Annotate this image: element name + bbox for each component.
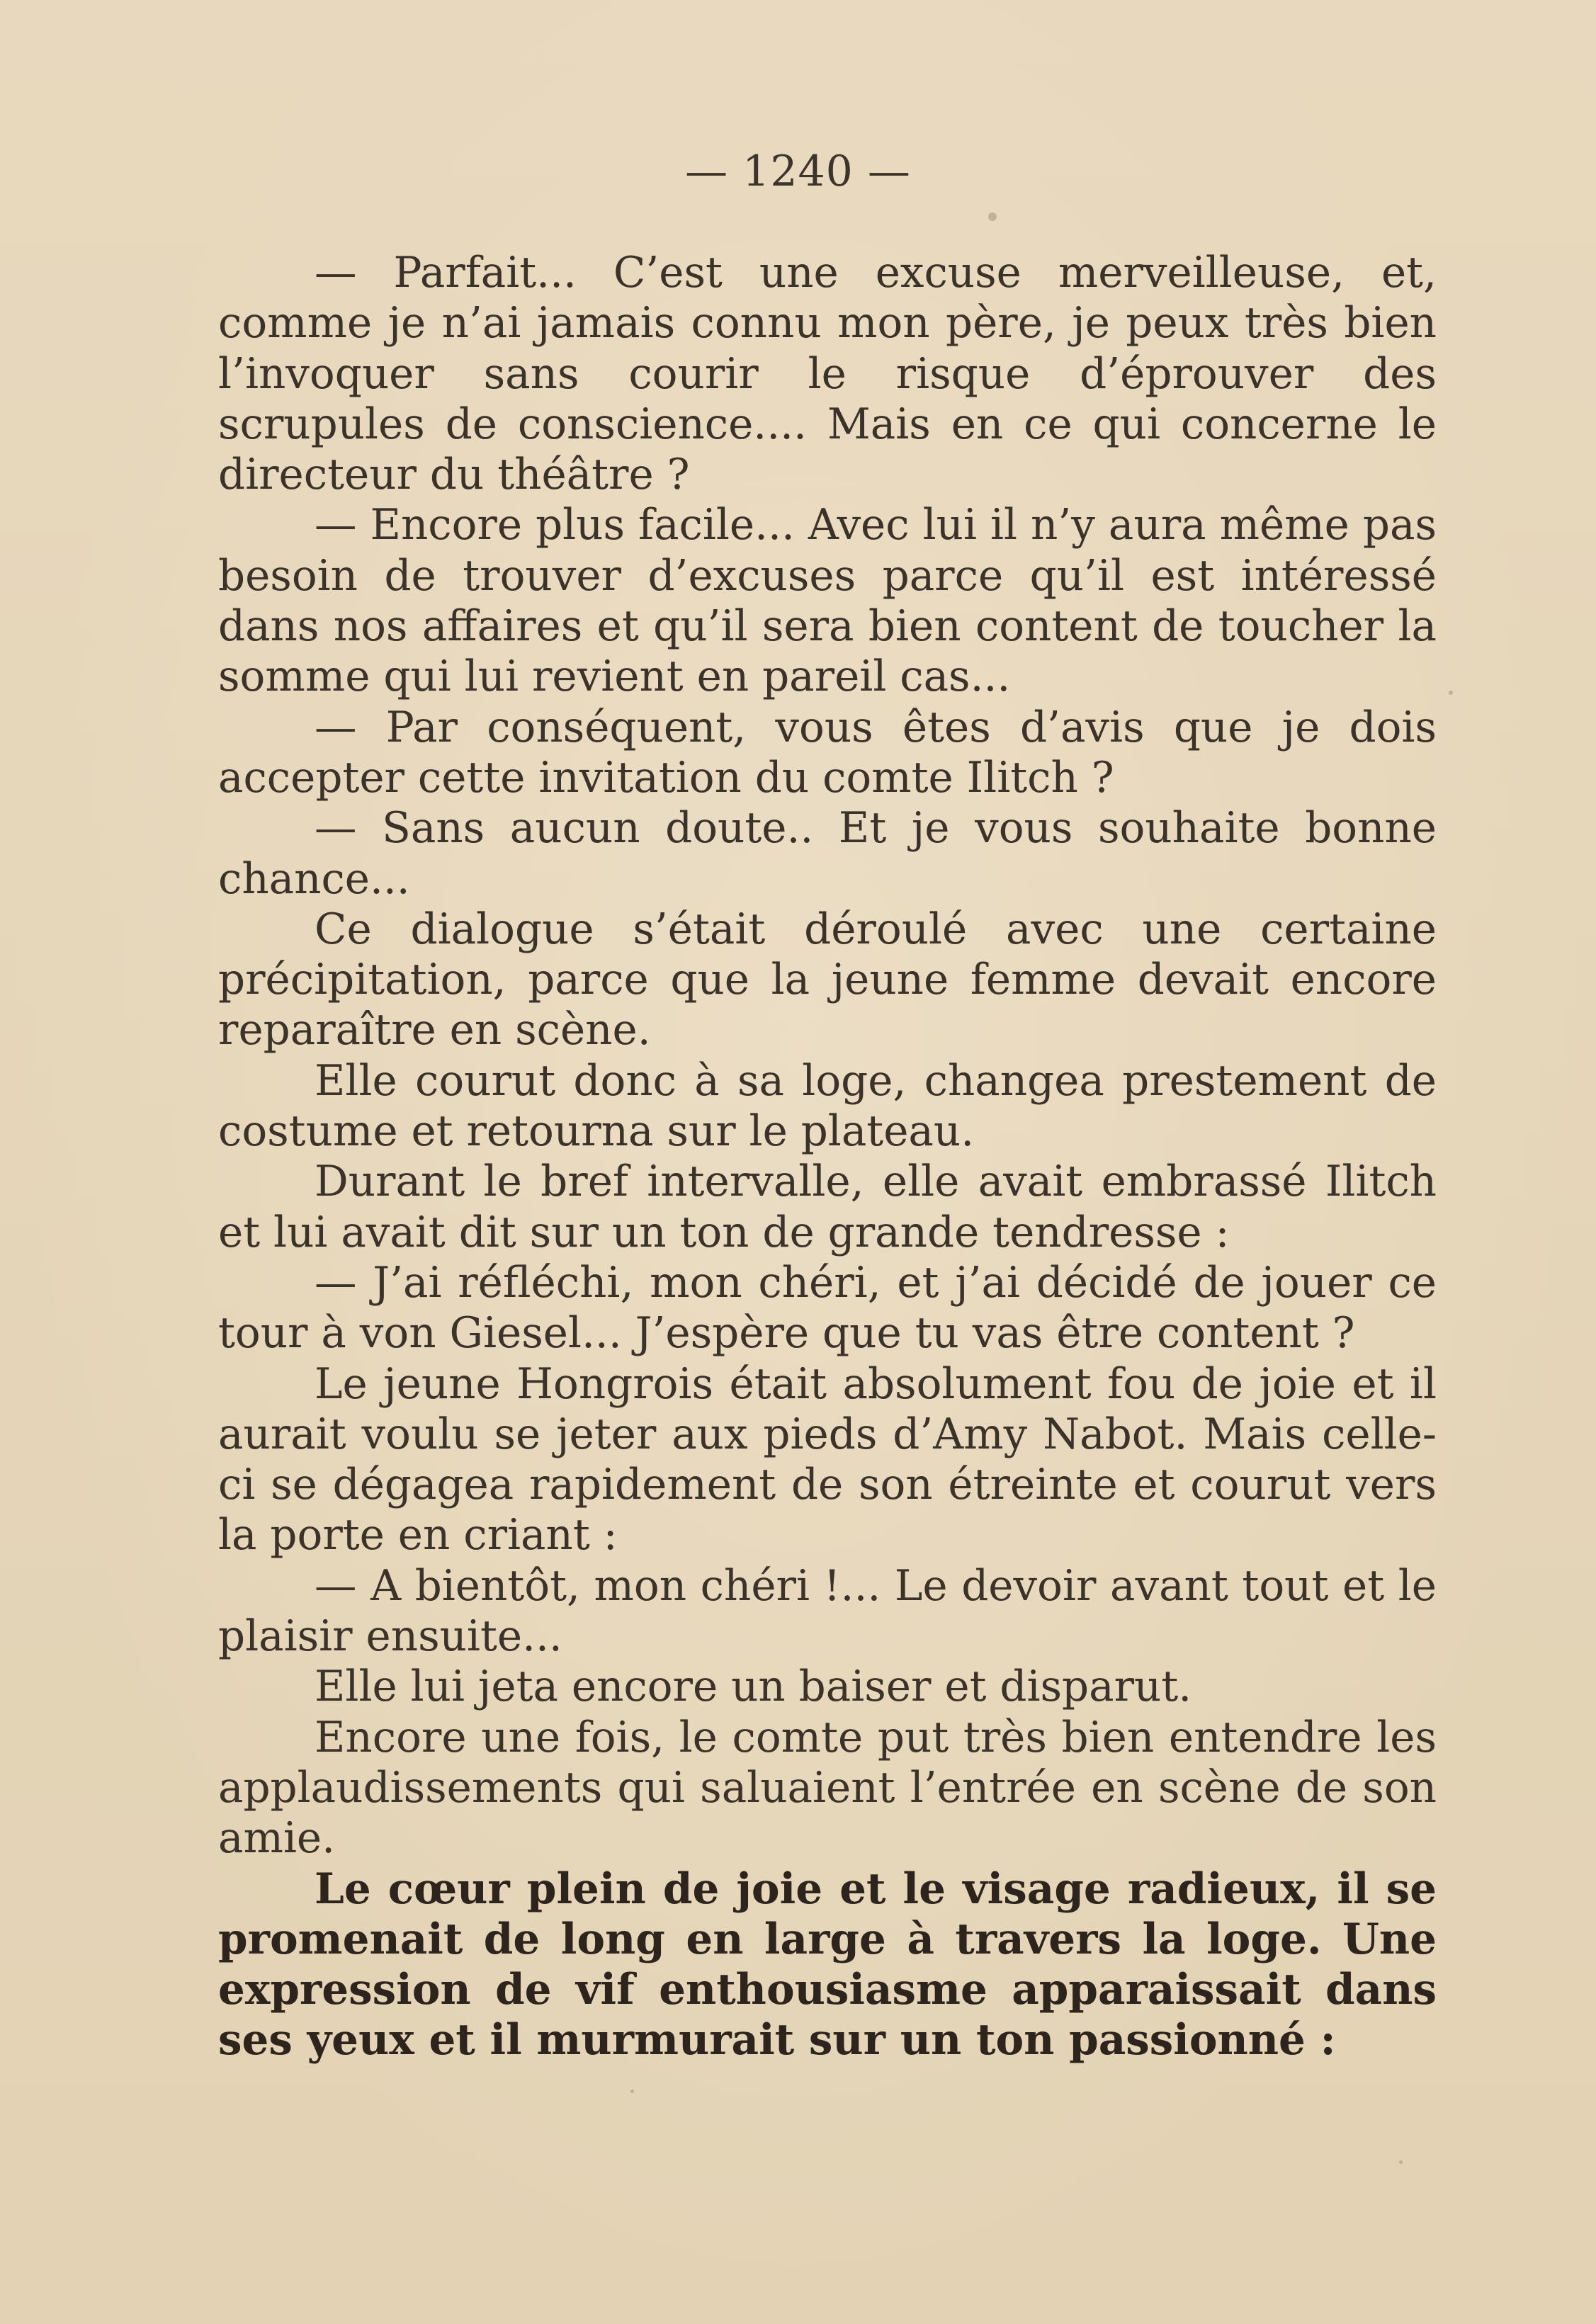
- paragraph: — J’ai réfléchi, mon chéri, et j’ai décidé de jouer ce tour à von Giesel... J’espère que tu vas être content ?: [218, 1258, 1437, 1359]
- paragraph: — A bientôt, mon chéri !... Le devoir avant tout et le plaisir ensuite...: [218, 1561, 1437, 1662]
- paragraph: — Parfait... C’est une excuse merveilleuse, et, comme je n’ai jamais connu mon père, je peux très bien l’invoquer sans courir le risque d’éprouver des scrupules de conscience.... Mais en ce qui concerne le directeur du théâtre ?: [218, 249, 1437, 500]
- paragraph: Durant le bref intervalle, elle avait embrassé Ilitch et lui avait dit sur un ton de grande tendresse :: [218, 1157, 1437, 1257]
- paragraph: Le jeune Hongrois était absolument fou de joie et il aurait voulu se jeter aux pieds d’Amy Nabot. Mais celle-ci se dégagea rapidement de son étreinte et courut vers la porte en criant :: [218, 1359, 1437, 1560]
- paper-speck: [1399, 2160, 1403, 2164]
- paragraph: Encore une fois, le comte put très bien entendre les applaudissements qui saluaient l’entrée en scène de son amie.: [218, 1713, 1437, 1864]
- paragraph: Le cœur plein de joie et le visage radieux, il se promenait de long en large à travers la loge. Une expression de vif enthousiasme apparaissait dans ses yeux et il murmurait sur un ton passionné :: [218, 1864, 1437, 2065]
- paragraph: — Sans aucun doute.. Et je vous souhaite bonne chance...: [218, 804, 1437, 904]
- page-number: — 1240 —: [685, 147, 911, 196]
- paragraph: Elle courut donc à sa loge, changea prestement de costume et retourna sur le plateau.: [218, 1056, 1437, 1157]
- paragraph: Ce dialogue s’était déroulé avec une certaine précipitation, parce que la jeune femme devait encore reparaître en scène.: [218, 905, 1437, 1055]
- paper-speck: [1449, 691, 1453, 695]
- paper-speck: [988, 212, 997, 221]
- body-text: [218, 248, 1437, 2066]
- paper-speck: [630, 2090, 634, 2093]
- paragraph: Elle lui jeta encore un baiser et disparut.: [315, 1662, 1192, 1712]
- paragraph: — Par conséquent, vous êtes d’avis que je dois accepter cette invitation du comte Ilitch ?: [218, 703, 1437, 803]
- paragraph: — Encore plus facile... Avec lui il n’y aura même pas besoin de trouver d’excuses parce qu’il est intéressé dans nos affaires et qu’il sera bien content de toucher la somme qui lui revient en pareil cas...: [218, 501, 1437, 702]
